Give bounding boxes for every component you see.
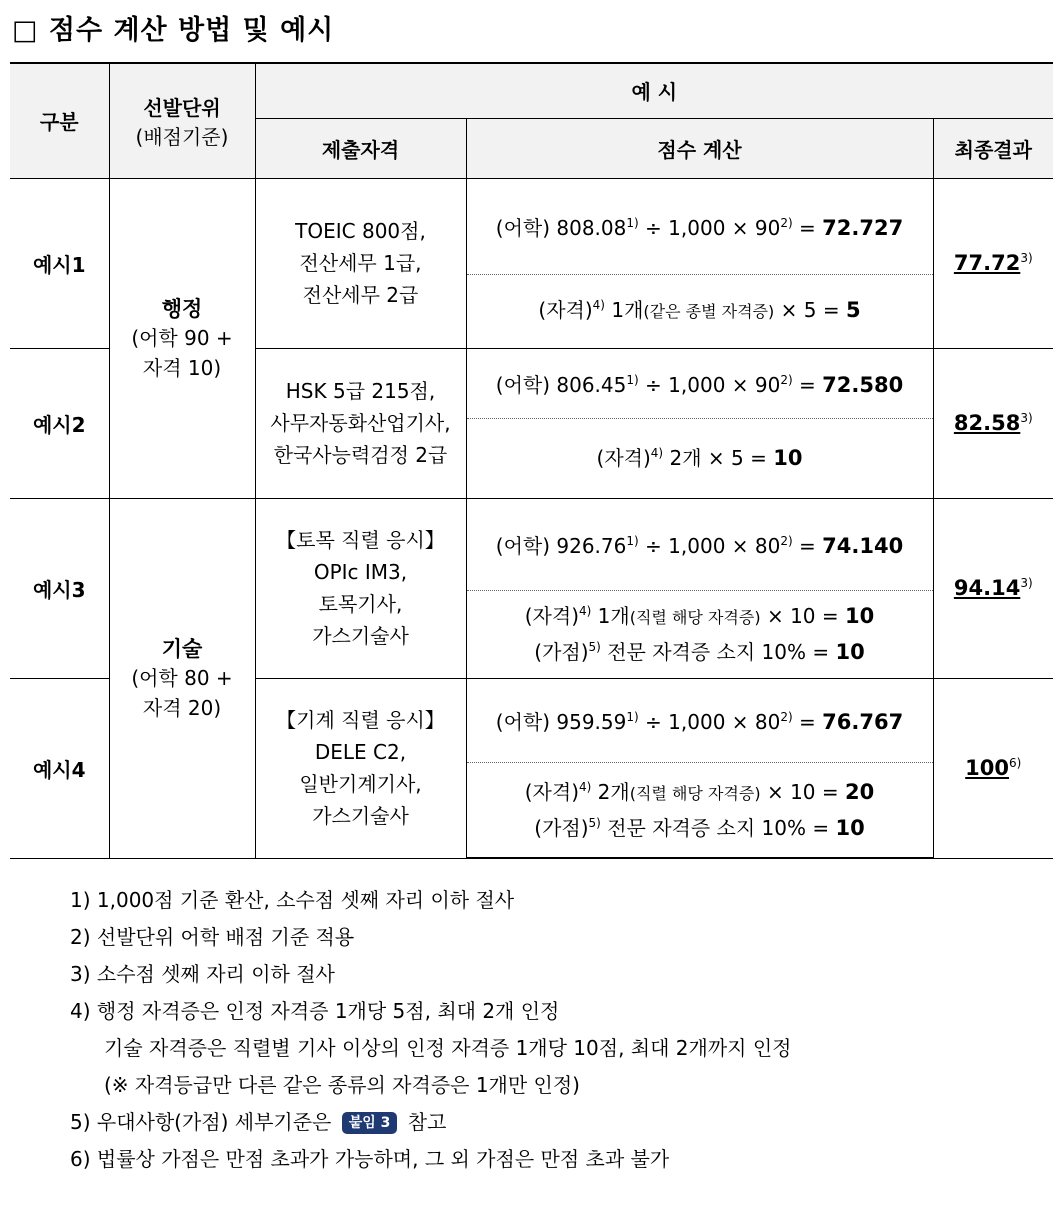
qual-line: 【기계 직렬 응시】 <box>276 708 445 732</box>
qual-cell <box>255 678 466 858</box>
calc-result: 10 <box>845 604 875 628</box>
unit-tech <box>109 498 255 858</box>
calc-result: 10 <box>773 446 803 470</box>
footnote-4-line3: (※ 자격등급만 다른 같은 종류의 자격증은 1개만 인정) <box>104 1073 580 1097</box>
calc-text: ÷ 1,000 × 80 <box>638 533 781 558</box>
calc-result: 10 <box>835 640 865 664</box>
lang-calc <box>466 498 933 590</box>
footnote-ref: 5) <box>588 815 601 830</box>
calc-result: 72.727 <box>822 215 904 240</box>
footnote-ref: 1) <box>626 709 639 724</box>
header-unit-label: 선발단위 <box>143 95 221 120</box>
example-label: 예시4 <box>10 678 109 858</box>
final-result <box>933 498 1053 678</box>
qual-line: 전산세무 1급, <box>299 251 422 275</box>
footnote-ref: 2) <box>780 533 793 548</box>
qual-line: 가스기술사 <box>312 804 409 828</box>
qual-line: DELE C2, <box>314 740 407 764</box>
calc-text: (가점) <box>534 815 589 840</box>
calc-text: 1개 <box>605 298 644 322</box>
cert-calc <box>466 590 933 678</box>
example-label: 예시2 <box>10 348 109 498</box>
footnote-5 <box>70 1104 1060 1141</box>
footnote-ref: 2) <box>780 372 793 387</box>
calc-text: (어학) 926.76 <box>495 533 627 558</box>
calc-text: × 10 = <box>760 604 845 628</box>
calc-text: ÷ 1,000 × 90 <box>638 215 781 240</box>
unit-admin-line1: (어학 90 + <box>131 326 233 350</box>
calc-text: 전문 자격증 소지 10% = <box>600 640 836 664</box>
calc-note: (같은 종별 자격증) <box>643 302 775 321</box>
final-value: 94.14 <box>953 576 1021 600</box>
footnote-ref: 1) <box>626 215 639 230</box>
footnote-1: 1) 1,000점 기준 환산, 소수점 셋째 자리 이하 절사 <box>70 888 515 912</box>
footnote-ref: 3) <box>1020 576 1033 590</box>
footnote-ref: 2) <box>780 215 793 230</box>
header-unit-sub: (배점기준) <box>135 124 229 149</box>
cert-calc <box>466 418 933 498</box>
footnote-ref: 4) <box>650 446 664 460</box>
unit-admin-name: 행정 <box>161 297 203 321</box>
final-value: 82.58 <box>953 411 1021 435</box>
calc-result: 74.140 <box>822 533 904 558</box>
qual-line: 전산세무 2급 <box>302 283 419 307</box>
footnote-2: 2) 선발단위 어학 배점 기준 적용 <box>70 925 355 949</box>
calc-result: 72.580 <box>822 372 904 397</box>
footnote-ref: 1) <box>626 533 639 548</box>
footnote-ref: 1) <box>626 372 639 387</box>
header-group: 구분 <box>10 63 109 178</box>
footnote-3: 3) 소수점 셋째 자리 이하 절사 <box>70 962 335 986</box>
unit-admin <box>109 178 255 498</box>
calc-text: × 5 = <box>774 298 846 322</box>
qual-line: TOEIC 800점, <box>295 219 426 243</box>
header-calc: 점수 계산 <box>466 118 933 178</box>
calc-text: = <box>792 709 823 734</box>
calc-text: (자격) <box>524 779 579 804</box>
footnote-ref: 5) <box>588 640 601 654</box>
header-example: 예 시 <box>255 63 1053 118</box>
calc-text: 전문 자격증 소지 10% = <box>600 815 836 840</box>
qual-cell <box>255 178 466 348</box>
qual-line: HSK 5급 215점, <box>285 379 436 403</box>
footnote-5-tail: 참고 <box>407 1110 447 1134</box>
unit-tech-line2: 자격 20) <box>142 696 222 720</box>
calc-text: 2개 <box>591 779 630 804</box>
unit-tech-line1: (어학 80 + <box>131 666 233 690</box>
final-value: 77.72 <box>953 251 1021 275</box>
footnotes <box>70 882 1060 1178</box>
calc-result: 10 <box>835 815 865 840</box>
calc-note: (직렬 해당 자격증) <box>629 608 761 627</box>
calc-text: (자격) <box>538 298 593 322</box>
header-unit <box>109 63 255 178</box>
qual-line: 사무자동화산업기사, <box>270 411 451 435</box>
header-final: 최종결과 <box>933 118 1053 178</box>
attachment-badge: 붙임 3 <box>342 1112 398 1134</box>
cert-calc <box>466 274 933 348</box>
calc-text: ÷ 1,000 × 90 <box>638 372 781 397</box>
footnote-ref: 6) <box>1009 756 1022 770</box>
calc-text: = <box>792 215 823 240</box>
calc-text: = <box>792 533 823 558</box>
qual-line: 【토목 직렬 응시】 <box>276 528 445 552</box>
qual-cell <box>255 348 466 498</box>
qual-line: 가스기술사 <box>312 624 409 648</box>
calc-text: (어학) 959.59 <box>495 709 627 734</box>
header-qual: 제출자격 <box>255 118 466 178</box>
final-result <box>933 348 1053 498</box>
lang-calc <box>466 178 933 274</box>
qual-line: 일반기계기사, <box>299 772 422 796</box>
footnote-ref: 2) <box>780 709 793 724</box>
lang-calc <box>466 348 933 418</box>
final-result <box>933 178 1053 348</box>
final-value: 100 <box>965 756 1010 780</box>
calc-text: × 10 = <box>760 779 845 804</box>
footnote-ref: 3) <box>1020 411 1033 425</box>
calc-text: ÷ 1,000 × 80 <box>638 709 781 734</box>
footnote-4-line1: 4) 행정 자격증은 인정 자격증 1개당 5점, 최대 2개 인정 <box>70 999 560 1023</box>
page-title: □ 점수 계산 방법 및 예시 <box>12 15 335 46</box>
footnote-ref: 4) <box>579 604 592 618</box>
cert-calc <box>466 762 933 858</box>
qual-cell <box>255 498 466 678</box>
footnote-4-line2: 기술 자격증은 직렬별 기사 이상의 인정 자격증 1개당 10점, 최대 2개까지 인정 <box>104 1036 792 1060</box>
footnote-ref: 4) <box>579 779 592 794</box>
footnote-6: 6) 법률상 가점은 만점 초과가 가능하며, 그 외 가점은 만점 초과 불가 <box>70 1147 670 1171</box>
calc-text: (어학) 806.45 <box>495 372 627 397</box>
calc-text: 1개 <box>591 604 630 628</box>
calc-text: (어학) 808.08 <box>495 215 627 240</box>
calc-text: = <box>792 372 823 397</box>
footnote-5-text: 5) 우대사항(가점) 세부기준은 <box>70 1110 332 1134</box>
qual-line: OPIc IM3, <box>313 560 408 584</box>
lang-calc <box>466 678 933 762</box>
unit-admin-line2: 자격 10) <box>142 356 222 380</box>
unit-tech-name: 기술 <box>161 637 203 661</box>
calc-text: (가점) <box>534 640 589 664</box>
example-label: 예시1 <box>10 178 109 348</box>
example-label: 예시3 <box>10 498 109 678</box>
calc-text: (자격) <box>596 446 651 470</box>
calc-text: 2개 × 5 = <box>663 446 774 470</box>
calc-text: (자격) <box>524 604 579 628</box>
calc-result: 76.767 <box>822 709 904 734</box>
footnote-4 <box>70 993 1060 1104</box>
calc-result: 5 <box>845 298 861 322</box>
qual-line: 토목기사, <box>318 592 403 616</box>
footnote-ref: 4) <box>592 298 605 312</box>
final-result <box>933 678 1053 858</box>
score-example-table <box>10 62 1053 859</box>
footnote-ref: 3) <box>1020 251 1033 265</box>
calc-result: 20 <box>845 779 875 804</box>
calc-note: (직렬 해당 자격증) <box>629 783 761 803</box>
qual-line: 한국사능력검정 2급 <box>273 443 448 467</box>
